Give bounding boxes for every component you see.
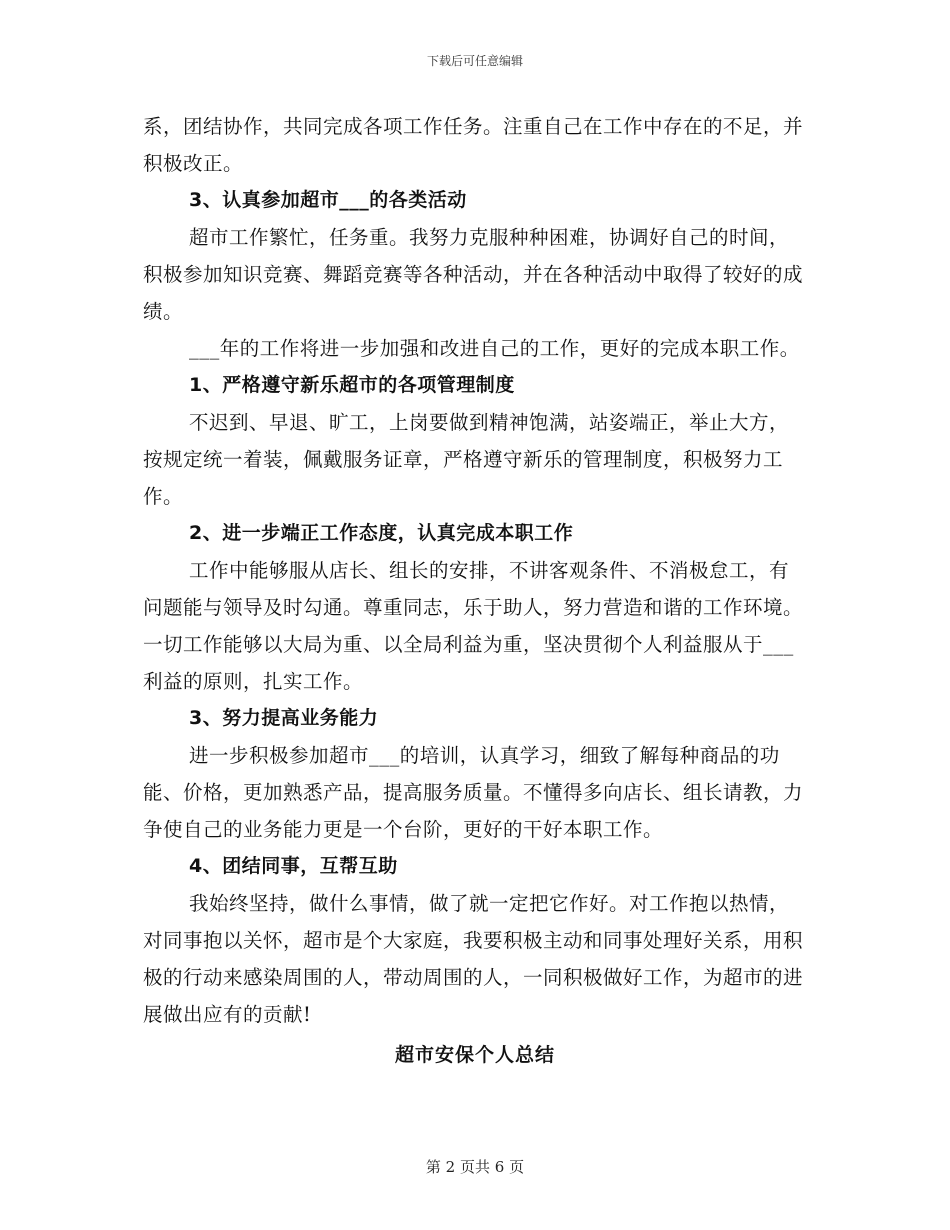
page-header: 下载后可任意编辑 [426, 54, 523, 68]
paragraph-skills: 进一步积极参加超市___的培训，认真学习，细致了解每种商品的功能、价格，更加熟悉产品，提高服务质量。不懂得多向店长、组长请教，力争使自己的业务能力更是一个台阶，更好的干好本职工作。 [143, 744, 804, 841]
paragraph-next-year: ___年的工作将进一步加强和改进自己的工作，更好的完成本职工作。 [189, 337, 800, 360]
section-heading-skills: 3、努力提高业务能力 [189, 707, 379, 729]
section-heading-activities: 3、认真参加超市___的各类活动 [189, 189, 467, 211]
paragraph-attitude: 工作中能够服从店长、组长的安排，不讲客观条件、不消极怠工，有问题能与领导及时勾通。尊重同志，乐于助人，努力营造和谐的工作环境。一切工作能够以大局为重、以全局利益为重，坚决贯彻个人利益服从于___利益的原则，扎实工作。 [143, 559, 804, 693]
section-heading-rules: 1、严格遵守新乐超市的各项管理制度 [189, 374, 515, 396]
paragraph-teamwork: 我始终坚持，做什么事情，做了就一定把它作好。对工作抱以热情，对同事抱以关怀，超市是个大家庭，我要积极主动和同事处理好关系，用积极的行动来感染周围的人，带动周围的人，一同积极做好工作，为超市的进展做出应有的贡献! [143, 892, 804, 1026]
section-heading-attitude: 2、进一步端正工作态度，认真完成本职工作 [189, 522, 574, 544]
paragraph-continued: 系，团结协作，共同完成各项工作任务。注重自己在工作中存在的不足，并积极改正。 [143, 115, 804, 175]
paragraph-rules: 不迟到、早退、旷工，上岗要做到精神饱满，站姿端正，举止大方，按规定统一着装，佩戴服务证章，严格遵守新乐的管理制度，积极努力工作。 [143, 411, 790, 508]
document-body [143, 108, 807, 1074]
page-footer: 第 2 页共 6 页 [425, 1158, 525, 1176]
section-heading-teamwork: 4、团结同事，互帮互助 [189, 855, 398, 877]
next-document-title: 超市安保个人总结 [394, 1044, 555, 1066]
paragraph-activities: 超市工作繁忙，任务重。我努力克服种种困难，协调好自己的时间，积极参加知识竞赛、舞蹈竞赛等各种活动，并在各种活动中取得了较好的成绩。 [143, 226, 804, 323]
